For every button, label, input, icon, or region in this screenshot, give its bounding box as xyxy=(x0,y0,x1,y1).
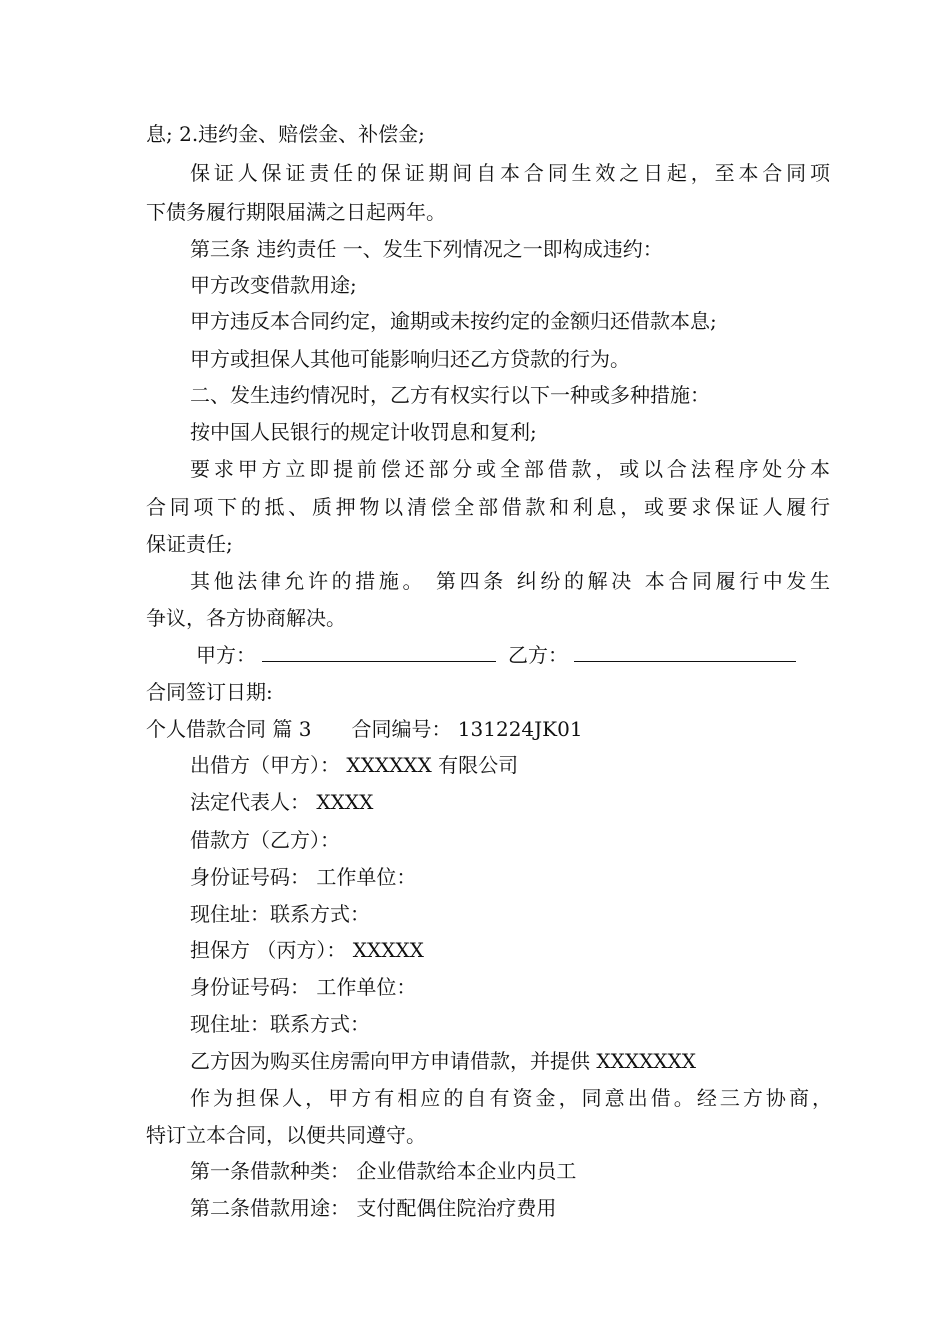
lender-line: 出借方（甲方）： XXXXXX 有限公司 xyxy=(190,753,519,777)
article-4-line: 其他法律允许的措施。 第四条 纠纷的解决 本合同履行中发生 xyxy=(190,569,830,593)
body-line-3: 下债务履行期限届满之日起两年。 xyxy=(146,200,446,224)
body-line-12: 保证责任; xyxy=(146,532,233,556)
party-b-signature-blank xyxy=(574,643,796,662)
article-3-heading: 第三条 违约责任 一、发生下列情况之一即构成违约： xyxy=(190,237,663,261)
body-line-14: 争议，各方协商解决。 xyxy=(146,606,346,630)
borrower-id-line: 身份证号码： 工作单位： xyxy=(190,865,417,889)
guarantor-line: 担保方 （丙方）： XXXXX xyxy=(190,938,424,962)
party-b-signature-label: 乙方： xyxy=(508,643,568,667)
legal-rep-line: 法定代表人： XXXX xyxy=(190,790,374,814)
guarantor-id-line: 身份证号码： 工作单位： xyxy=(190,975,417,999)
body-line-6: 甲方违反本合同约定，逾期或未按约定的金额归还借款本息; xyxy=(190,309,717,333)
body-line-8: 二、发生违约情况时，乙方有权实行以下一种或多种措施： xyxy=(190,383,710,407)
borrower-line: 借款方（乙方）： xyxy=(190,828,340,852)
party-a-signature-label: 甲方： xyxy=(196,643,256,667)
body-line-7: 甲方或担保人其他可能影响归还乙方贷款的行为。 xyxy=(190,347,630,371)
borrower-address-line: 现住址：联系方式： xyxy=(190,902,370,926)
body-line-11: 合同项下的抵、质押物以清偿全部借款和利息，或要求保证人履行 xyxy=(146,495,830,519)
party-a-signature-blank xyxy=(262,643,496,662)
contract-3-heading: 个人借款合同 篇 3 合同编号： 131224JK01 xyxy=(146,717,583,741)
signature-line xyxy=(196,642,830,668)
signing-date-line: 合同签订日期: xyxy=(146,680,273,704)
body-line-9: 按中国人民银行的规定计收罚息和复利; xyxy=(190,420,537,444)
purpose-line-1: 乙方因为购买住房需向甲方申请借款，并提供 XXXXXXX xyxy=(190,1049,697,1073)
body-line-10: 要求甲方立即提前偿还部分或全部借款，或以合法程序处分本 xyxy=(190,457,830,481)
body-line-2: 保证人保证责任的保证期间自本合同生效之日起，至本合同项 xyxy=(190,161,830,185)
purpose-line-3: 特订立本合同，以便共同遵守。 xyxy=(146,1123,426,1147)
body-line-1: 息; 2.违约金、赔偿金、补偿金; xyxy=(146,122,425,146)
article-1-line: 第一条借款种类： 企业借款给本企业内员工 xyxy=(190,1159,577,1183)
purpose-line-2: 作为担保人，甲方有相应的自有资金，同意出借。经三方协商， xyxy=(190,1086,832,1110)
body-line-5: 甲方改变借款用途; xyxy=(190,273,357,297)
guarantor-address-line: 现住址：联系方式： xyxy=(190,1012,370,1036)
article-2-line: 第二条借款用途： 支付配偶住院治疗费用 xyxy=(190,1196,557,1220)
